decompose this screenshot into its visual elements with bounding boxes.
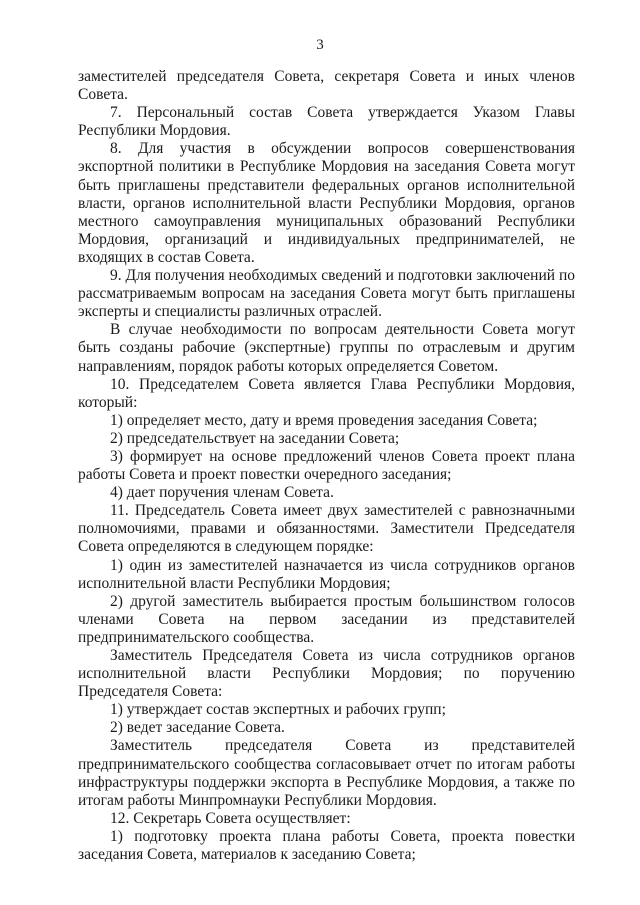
document-body <box>78 68 575 864</box>
list-item-11-1: 1) один из заместителей назначается из числа сотрудников органов исполнительной власти Республики Мордовия; <box>78 556 575 592</box>
paragraph-11: 11. Председатель Совета имеет двух заместителей с равнозначными полномочиями, правами и обязанностями. Заместители Председателя Совета определяются в следующем порядке: <box>78 502 575 556</box>
list-item-10-3: 3) формирует на основе предложений членов Совета проект плана работы Совета и проект повестки очередного заседания; <box>78 447 575 484</box>
list-item-10-2: 2) председательствует на заседании Совета; <box>110 429 400 447</box>
paragraph-deputy-business: Заместитель председателя Совета из представителей предпринимательского сообщества согласовывает отчет по итогам работы инфраструктуры поддержки экспорта в Республике Мордовия, а также по итогам работы Минпромнауки Республики Мордовия. <box>78 737 575 809</box>
list-item-10-4: 4) дает поручения членам Совета. <box>110 484 334 502</box>
paragraph-6: 10. Председателем Совета является Глава Республики Мордовия, который: <box>78 375 575 411</box>
list-item-deputy-1: 1) утверждает состав экспертных и рабочих групп; <box>110 701 446 719</box>
paragraph-3: 8. Для участия в обсуждении вопросов совершенствования экспортной политики в Республике Мордовия на заседания Совета могут быть приглашены представители федеральных органов исполнительной власти, органов исполнительной власти Республики Мордовия, органов местного самоуправления муниципальных образований Республики Мордовия, организаций и индивидуальных предпринимателей, не входящих в состав Совета. <box>78 140 575 266</box>
paragraph-5: В случае необходимости по вопросам деятельности Совета могут быть созданы рабочие (экспертные) группы по отраслевым и другим направлениям, порядок работы которых определяется Советом. <box>78 321 575 375</box>
list-item-11-2: 2) другой заместитель выбирается простым большинством голосов членами Совета на первом заседании из представителей предпринимательского сообщества. <box>78 592 575 646</box>
list-item-deputy-2: 2) ведет заседание Совета. <box>110 719 285 737</box>
paragraph-12: 12. Секретарь Совета осуществляет: <box>110 809 351 827</box>
paragraph-1: заместителей председателя Совета, секретаря Совета и иных членов Совета. <box>78 68 575 104</box>
list-item-12-1: 1) подготовку проекта плана работы Совета, проекта повестки заседания Совета, материалов к заседанию Совета; <box>78 827 575 864</box>
paragraph-2: 7. Персональный состав Совета утверждается Указом Главы Республики Мордовия. <box>78 104 575 140</box>
paragraph-4: 9. Для получения необходимых сведений и подготовки заключений по рассматриваемым вопросам на заседания Совета могут быть приглашены эксперты и специалисты различных отраслей. <box>78 267 575 321</box>
page-number: 3 <box>316 37 324 53</box>
paragraph-deputy-executive: Заместитель Председателя Совета из числа сотрудников органов исполнительной власти Республики Мордовия; по поручению Председателя Совета: <box>78 647 575 701</box>
list-item-10-1: 1) определяет место, дату и время проведения заседания Совета; <box>110 411 538 429</box>
